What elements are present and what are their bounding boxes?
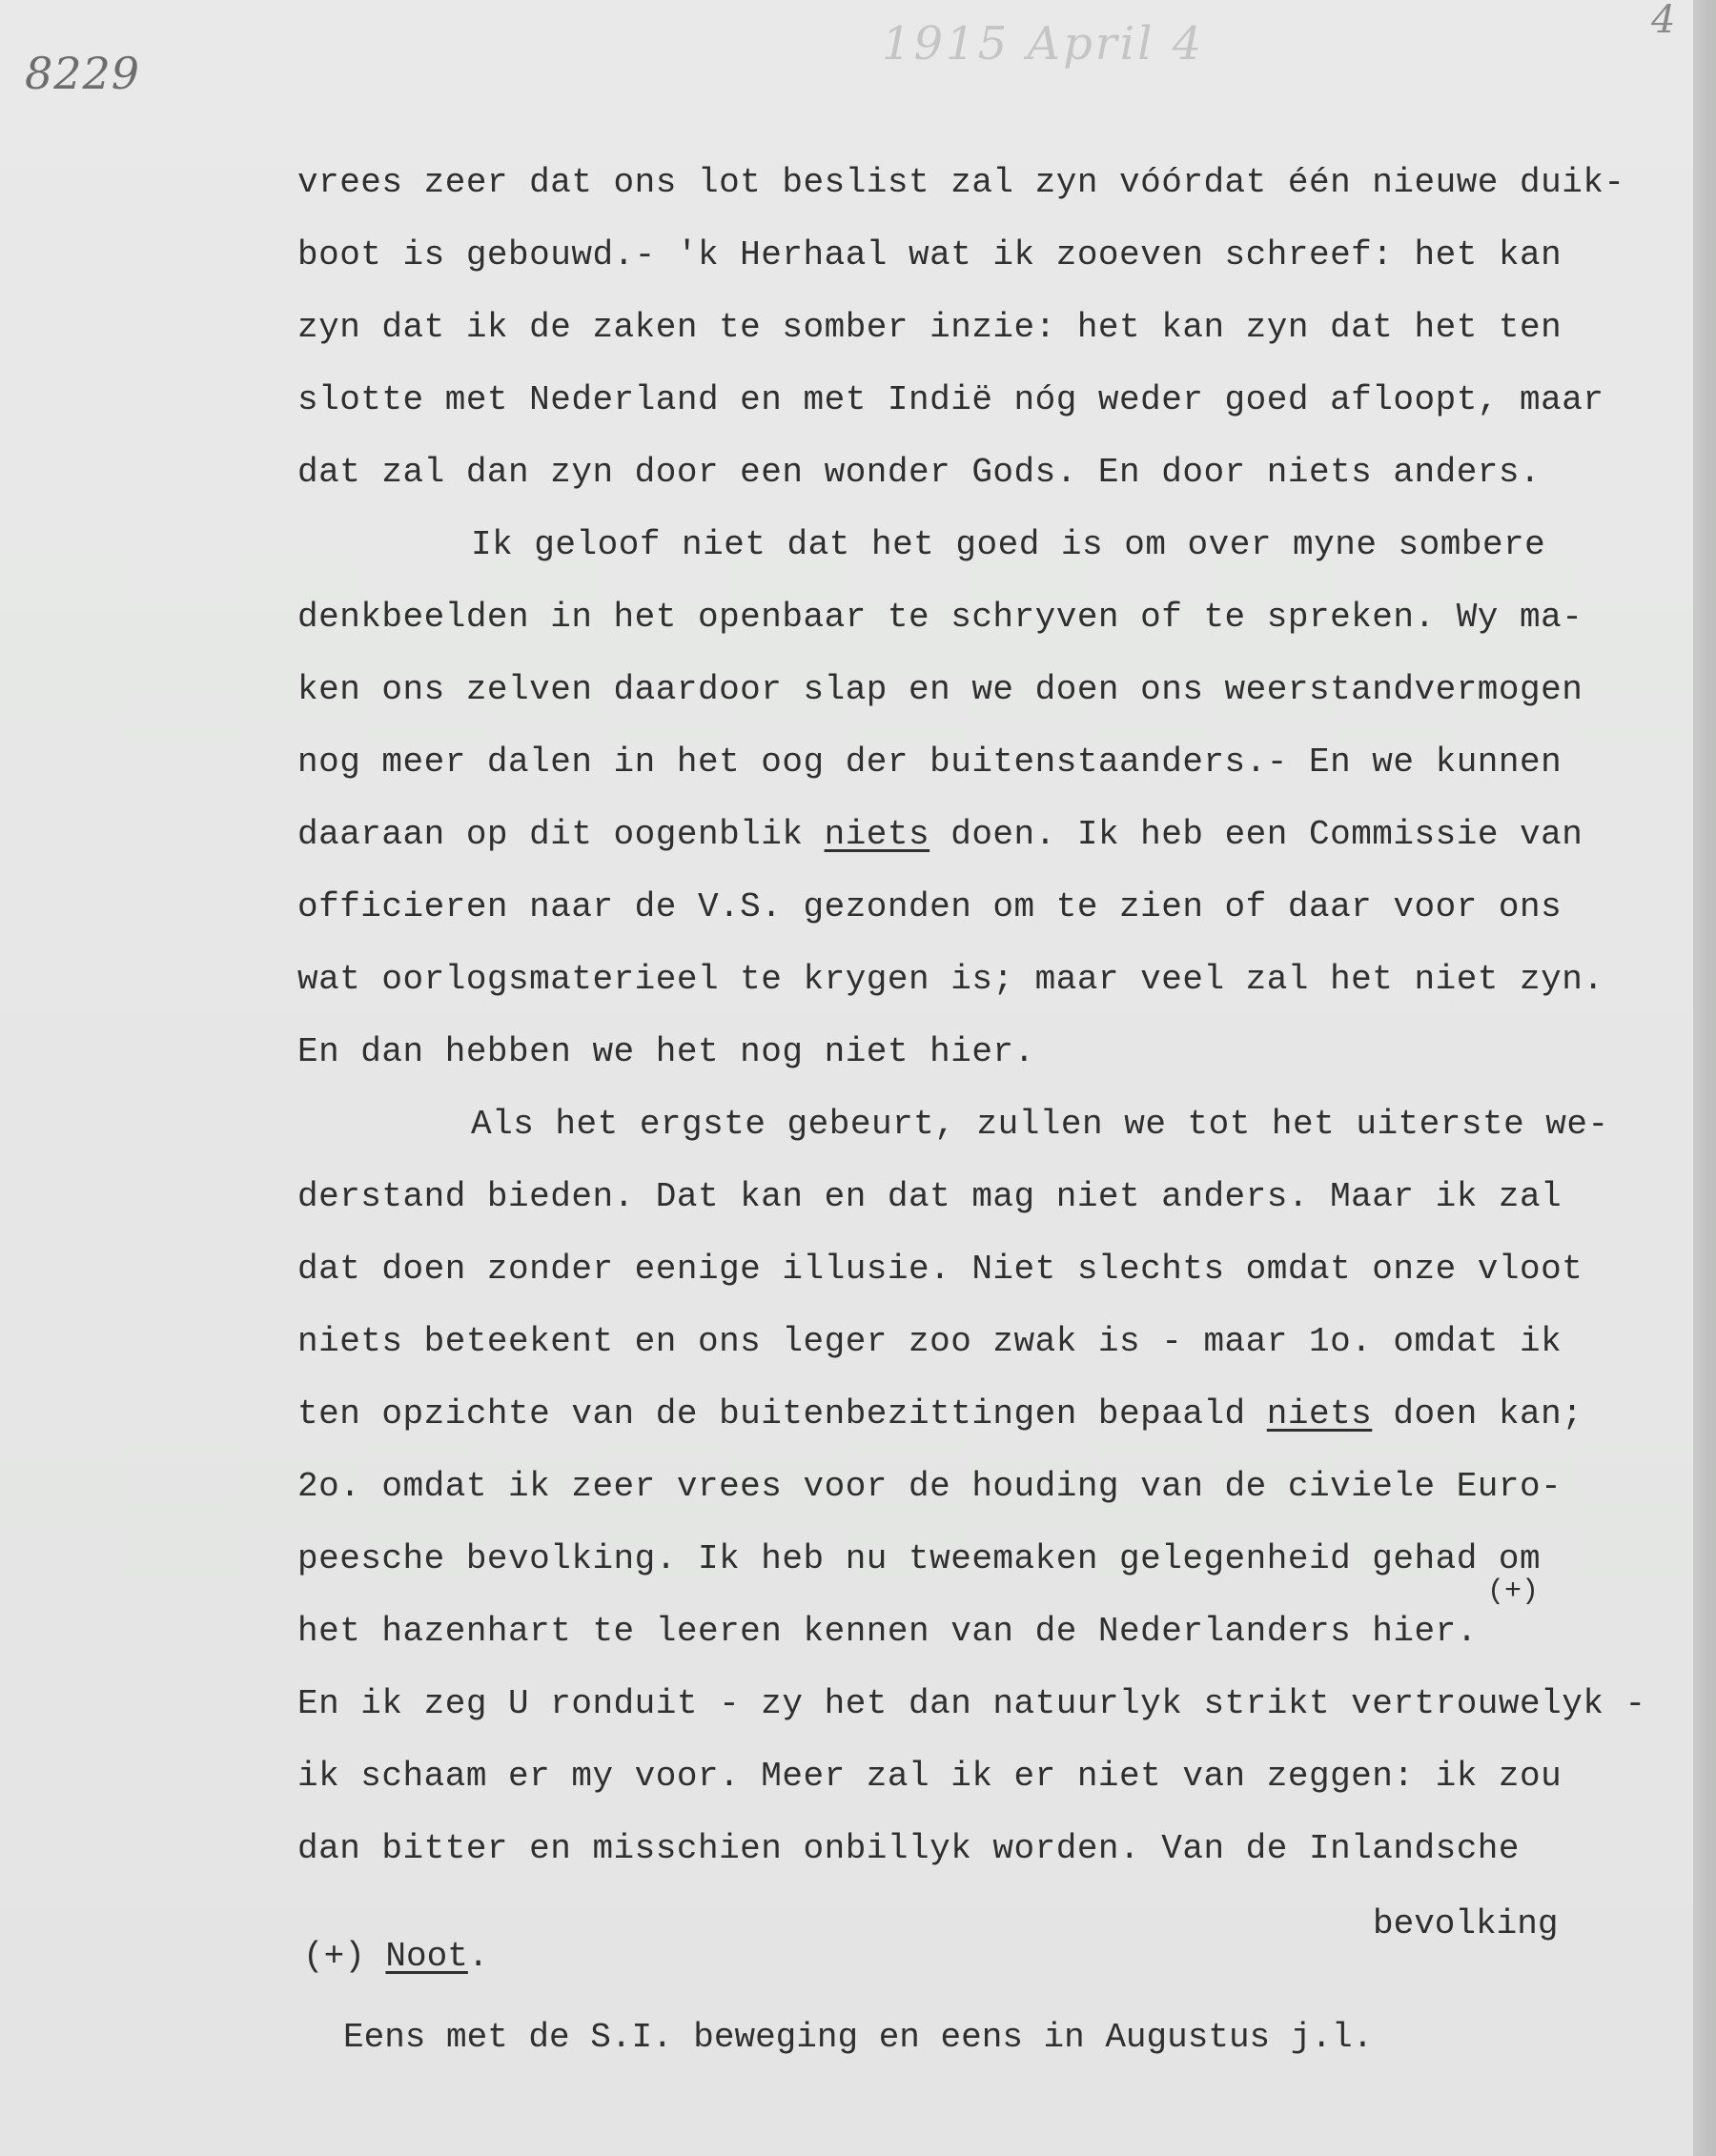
footnote-text: Eens met de S.I. beweging en eens in Augustus j.l. [343,2018,1374,2057]
catchword: bevolking [1373,1904,1559,1943]
underlined-word: niets [1266,1394,1373,1434]
text-segment: doen. Ik heb een Commissie van [930,815,1583,854]
text-line: dat zal dan zyn door een wonder Gods. En door niets anders. [297,453,1542,492]
archive-number: 8229 [25,48,141,99]
text-line: dan bitter en misschien onbillyk worden. Van de Inlandsche [297,1829,1521,1868]
text-line: nog meer dalen in het oog der buitenstaanders.- En we kunnen [297,742,1563,782]
page-number: 4 [1651,0,1676,42]
text-line: denkbeelden in het openbaar te schryven of te spreken. Wy ma- [297,598,1583,637]
paragraph-start-line: Ik geloof niet dat het goed is om over myne sombere [471,525,1546,564]
text-line: niets beteekent en ons leger zoo zwak is - maar 1o. omdat ik [297,1322,1563,1361]
underlined-word: niets [824,815,930,854]
page-edge [1693,0,1716,2156]
text-line: vrees zeer dat ons lot beslist zal zyn vóórdat één nieuwe duik- [297,163,1625,202]
text-line: slotte met Nederland en met Indië nóg weder goed afloopt, maar [297,380,1604,419]
text-segment: doen kan; [1372,1394,1583,1434]
text-line: derstand bieden. Dat kan en dat mag niet anders. Maar ik zal [297,1177,1563,1216]
letter-body [297,160,1651,1899]
text-segment: ten opzichte van de buitenbezittingen bepaald [297,1394,1267,1434]
footnote-marker: (+) [1487,1576,1540,1608]
text-line: ik schaam er my voor. Meer zal ik er niet van zeggen: ik zou [297,1757,1563,1796]
footnote-label-marker: (+) [303,1937,386,1976]
text-line: boot is gebouwd.- 'k Herhaal wat ik zooeven schreef: het kan [297,235,1563,275]
text-line: officieren naar de V.S. gezonden om te zien of daar voor ons [297,887,1563,926]
footnote-label-period: . [467,1937,489,1976]
text-line: En ik zeg U ronduit - zy het dan natuurlyk strikt vertrouwelyk - [297,1684,1646,1723]
text-line-with-emphasis [297,1392,1651,1464]
text-segment: daaraan op dit oogenblik [297,815,825,854]
text-line: dat doen zonder eenige illusie. Niet slechts omdat onze vloot [297,1250,1583,1289]
date-annotation: 1915 April 4 [882,17,1205,71]
footnote-label-word: Noot [385,1937,468,1976]
text-line: ken ons zelven daardoor slap en we doen ons weerstandvermogen [297,670,1583,709]
text-line: peesche bevolking. Ik heb nu tweemaken gelegenheid gehad om [297,1539,1542,1578]
text-line: zyn dat ik de zaken te somber inzie: het kan zyn dat het ten [297,308,1563,347]
text-line-with-emphasis [297,812,1651,885]
text-line: het hazenhart te leeren kennen van de Nederlanders hier. [297,1612,1478,1651]
text-line: En dan hebben we het nog niet hier. [297,1032,1035,1071]
text-line: wat oorlogsmaterieel te krygen is; maar veel zal het niet zyn. [297,960,1604,999]
footnote-label [303,1937,488,1976]
text-line: 2o. omdat ik zeer vrees voor de houding van de civiele Euro- [297,1467,1563,1506]
paragraph-start-line: Als het ergste gebeurt, zullen we tot het uiterste we- [471,1105,1609,1144]
